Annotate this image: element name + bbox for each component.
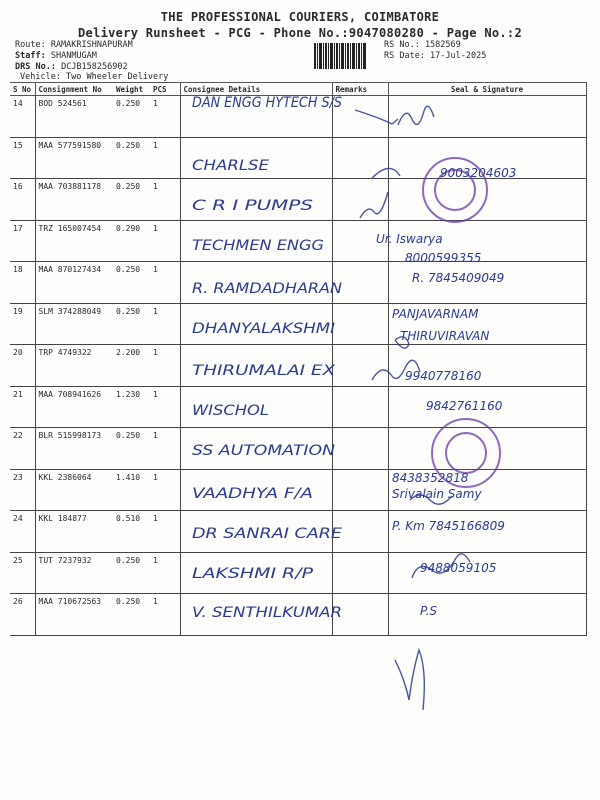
handwritten-note: 9003204603: [440, 166, 517, 180]
cell-consignment: KKL 184877: [35, 511, 113, 553]
cell-seal-signature: [388, 345, 586, 387]
cell-consignee: [180, 511, 332, 553]
cell-remarks: [332, 220, 388, 262]
handwritten-note: PANJAVARNAM: [392, 307, 479, 321]
handwritten-consignee: DR SANRAI CARE: [192, 526, 343, 542]
handwritten-note: 8000599355: [405, 251, 482, 265]
table-row: [10, 303, 586, 345]
cell-pcs: 1: [150, 137, 180, 179]
table-row: [10, 594, 586, 636]
table-row: [10, 428, 586, 470]
handwritten-note: 9940778160: [405, 369, 482, 383]
handwritten-consignee: C R I PUMPS: [192, 198, 314, 214]
handwritten-consignee: LAKSHMI R/P: [192, 566, 314, 582]
cell-sno: 19: [10, 303, 35, 345]
cell-consignment: TRP 4749322: [35, 345, 113, 387]
table-row: [10, 469, 586, 511]
table-row: [10, 386, 586, 428]
cell-seal-signature: [388, 469, 586, 511]
handwritten-consignee: R. RAMDADHARAN: [192, 281, 343, 297]
cell-consignee: [180, 428, 332, 470]
cell-consignee: [180, 552, 332, 594]
cell-weight: 2.200: [113, 345, 150, 387]
handwritten-note: Srivalain Samy: [392, 487, 482, 501]
cell-consignment: MAA 710672563: [35, 594, 113, 636]
cell-consignee: [180, 594, 332, 636]
cell-consignee: [180, 179, 332, 221]
cell-remarks: [332, 428, 388, 470]
cell-sno: 24: [10, 511, 35, 553]
cell-weight: 0.250: [113, 303, 150, 345]
barcode-image: [314, 43, 366, 69]
handwritten-consignee: VAADHYA F/A: [192, 486, 313, 502]
cell-consignment: BLR 515998173: [35, 428, 113, 470]
cell-consignee: [180, 220, 332, 262]
cell-weight: 0.250: [113, 96, 150, 138]
table-row: [10, 96, 586, 138]
cell-sno: 18: [10, 262, 35, 304]
staff-label: Staff:: [15, 51, 46, 61]
cell-consignment: TRZ 165007454: [35, 220, 113, 262]
cell-sno: 17: [10, 220, 35, 262]
cell-pcs: 1: [150, 303, 180, 345]
cell-weight: 0.510: [113, 511, 150, 553]
cell-seal-signature: [388, 511, 586, 553]
cell-sno: 23: [10, 469, 35, 511]
cell-consignee: [180, 96, 332, 138]
handwritten-note: 8438352818: [392, 471, 469, 485]
cell-pcs: 1: [150, 96, 180, 138]
cell-weight: 0.250: [113, 552, 150, 594]
drs-row: [15, 62, 128, 72]
table-row: [10, 552, 586, 594]
cell-remarks: [332, 386, 388, 428]
cell-pcs: 1: [150, 262, 180, 304]
cell-pcs: 1: [150, 345, 180, 387]
col-pcs: PCS: [150, 83, 180, 96]
cell-consignment: MAA 703881178: [35, 179, 113, 221]
cell-weight: 0.250: [113, 137, 150, 179]
cell-seal-signature: [388, 96, 586, 138]
cell-seal-signature: [388, 179, 586, 221]
handwritten-consignee: DHANYALAKSHMI: [192, 321, 335, 337]
cell-seal-signature: [388, 428, 586, 470]
cell-remarks: [332, 552, 388, 594]
cell-consignee: [180, 469, 332, 511]
cell-seal-signature: [388, 262, 586, 304]
cell-consignee: [180, 137, 332, 179]
runsheet-table: [10, 82, 587, 636]
table-header-row: [10, 83, 586, 96]
handwritten-consignee: SS AUTOMATION: [192, 443, 336, 459]
handwritten-note: R. 7845409049: [412, 271, 505, 285]
cell-remarks: [332, 96, 388, 138]
cell-sno: 22: [10, 428, 35, 470]
cell-consignment: MAA 870127434: [35, 262, 113, 304]
vehicle-text: Vehicle: Two Wheeler Delivery: [20, 72, 169, 82]
cell-pcs: 1: [150, 594, 180, 636]
staff-value: SHANMUGAM: [50, 51, 97, 61]
cell-pcs: 1: [150, 469, 180, 511]
cell-sno: 15: [10, 137, 35, 179]
col-sno: S No: [10, 83, 35, 96]
cell-pcs: 1: [150, 511, 180, 553]
cell-consignment: TUT 7237932: [35, 552, 113, 594]
cell-weight: 1.410: [113, 469, 150, 511]
handwritten-note: P. Km 7845166809: [392, 519, 505, 533]
handwritten-note: 9842761160: [426, 399, 503, 413]
cell-remarks: [332, 137, 388, 179]
company-title: THE PROFESSIONAL COURIERS, COIMBATORE: [160, 10, 440, 24]
cell-sno: 14: [10, 96, 35, 138]
handwritten-consignee: V. SENTHILKUMAR: [192, 605, 342, 621]
cell-seal-signature: [388, 594, 586, 636]
cell-consignment: KKL 2386064: [35, 469, 113, 511]
col-consignment: Consignment No: [35, 83, 113, 96]
handwritten-note: Ur. Iswarya: [376, 232, 443, 246]
table-row: [10, 179, 586, 221]
col-weight: Weight: [113, 83, 150, 96]
col-consignee: Consignee Details: [180, 83, 332, 96]
cell-remarks: [332, 469, 388, 511]
rs-date-text: RS Date: 17-Jul-2025: [384, 51, 487, 61]
table-row: [10, 345, 586, 387]
drs-label: DRS No.:: [15, 62, 56, 72]
cell-weight: 0.250: [113, 179, 150, 221]
cell-seal-signature: [388, 552, 586, 594]
cell-consignee: [180, 386, 332, 428]
cell-remarks: [332, 511, 388, 553]
staff-row: [15, 51, 97, 61]
rs-no-text: RS No.: 1582569: [384, 40, 461, 50]
table-row: [10, 262, 586, 304]
handwritten-note: 9488059105: [420, 561, 497, 575]
cell-seal-signature: [388, 386, 586, 428]
cell-remarks: [332, 179, 388, 221]
table-row: [10, 511, 586, 553]
handwritten-note: P.S: [420, 604, 438, 618]
cell-remarks: [332, 345, 388, 387]
cell-consignee: [180, 262, 332, 304]
cell-pcs: 1: [150, 179, 180, 221]
col-remarks: Remarks: [332, 83, 388, 96]
cell-consignment: BOD 524561: [35, 96, 113, 138]
handwritten-consignee: CHARLSE: [192, 158, 270, 174]
cell-consignee: [180, 303, 332, 345]
cell-seal-signature: [388, 220, 586, 262]
handwritten-note: THIRUVIRAVAN: [400, 329, 490, 343]
cell-pcs: 1: [150, 220, 180, 262]
cell-sno: 20: [10, 345, 35, 387]
cell-consignment: MAA 577591580: [35, 137, 113, 179]
route-text: Route: RAMAKRISHNAPURAM: [15, 40, 133, 50]
cell-remarks: [332, 594, 388, 636]
handwritten-consignee: DAN ENGG HYTECH S/S: [192, 95, 343, 111]
cell-pcs: 1: [150, 428, 180, 470]
cell-weight: 0.250: [113, 428, 150, 470]
table-row: [10, 137, 586, 179]
runsheet-title: Delivery Runsheet - PCG - Phone No.:9047080280 - Page No.:2: [78, 26, 522, 40]
cell-weight: 1.230: [113, 386, 150, 428]
cell-sno: 25: [10, 552, 35, 594]
cell-sno: 16: [10, 179, 35, 221]
cell-consignment: MAA 708941626: [35, 386, 113, 428]
drs-value: DCJB158256902: [61, 62, 128, 72]
cell-pcs: 1: [150, 386, 180, 428]
cell-remarks: [332, 303, 388, 345]
cell-consignment: SLM 374288049: [35, 303, 113, 345]
handwritten-consignee: WISCHOL: [192, 403, 269, 419]
cell-sno: 21: [10, 386, 35, 428]
table-row: [10, 220, 586, 262]
cell-weight: 0.250: [113, 262, 150, 304]
runsheet-table-container: [10, 82, 586, 636]
cell-weight: 0.290: [113, 220, 150, 262]
handwritten-consignee: TECHMEN ENGG: [192, 238, 325, 254]
cell-seal-signature: [388, 303, 586, 345]
cell-remarks: [332, 262, 388, 304]
handwritten-consignee: THIRUMALAI EX: [192, 363, 336, 379]
cell-seal-signature: [388, 137, 586, 179]
cell-weight: 0.250: [113, 594, 150, 636]
cell-pcs: 1: [150, 552, 180, 594]
col-seal-signature: Seal & Signature: [388, 83, 586, 96]
cell-consignee: [180, 345, 332, 387]
cell-sno: 26: [10, 594, 35, 636]
